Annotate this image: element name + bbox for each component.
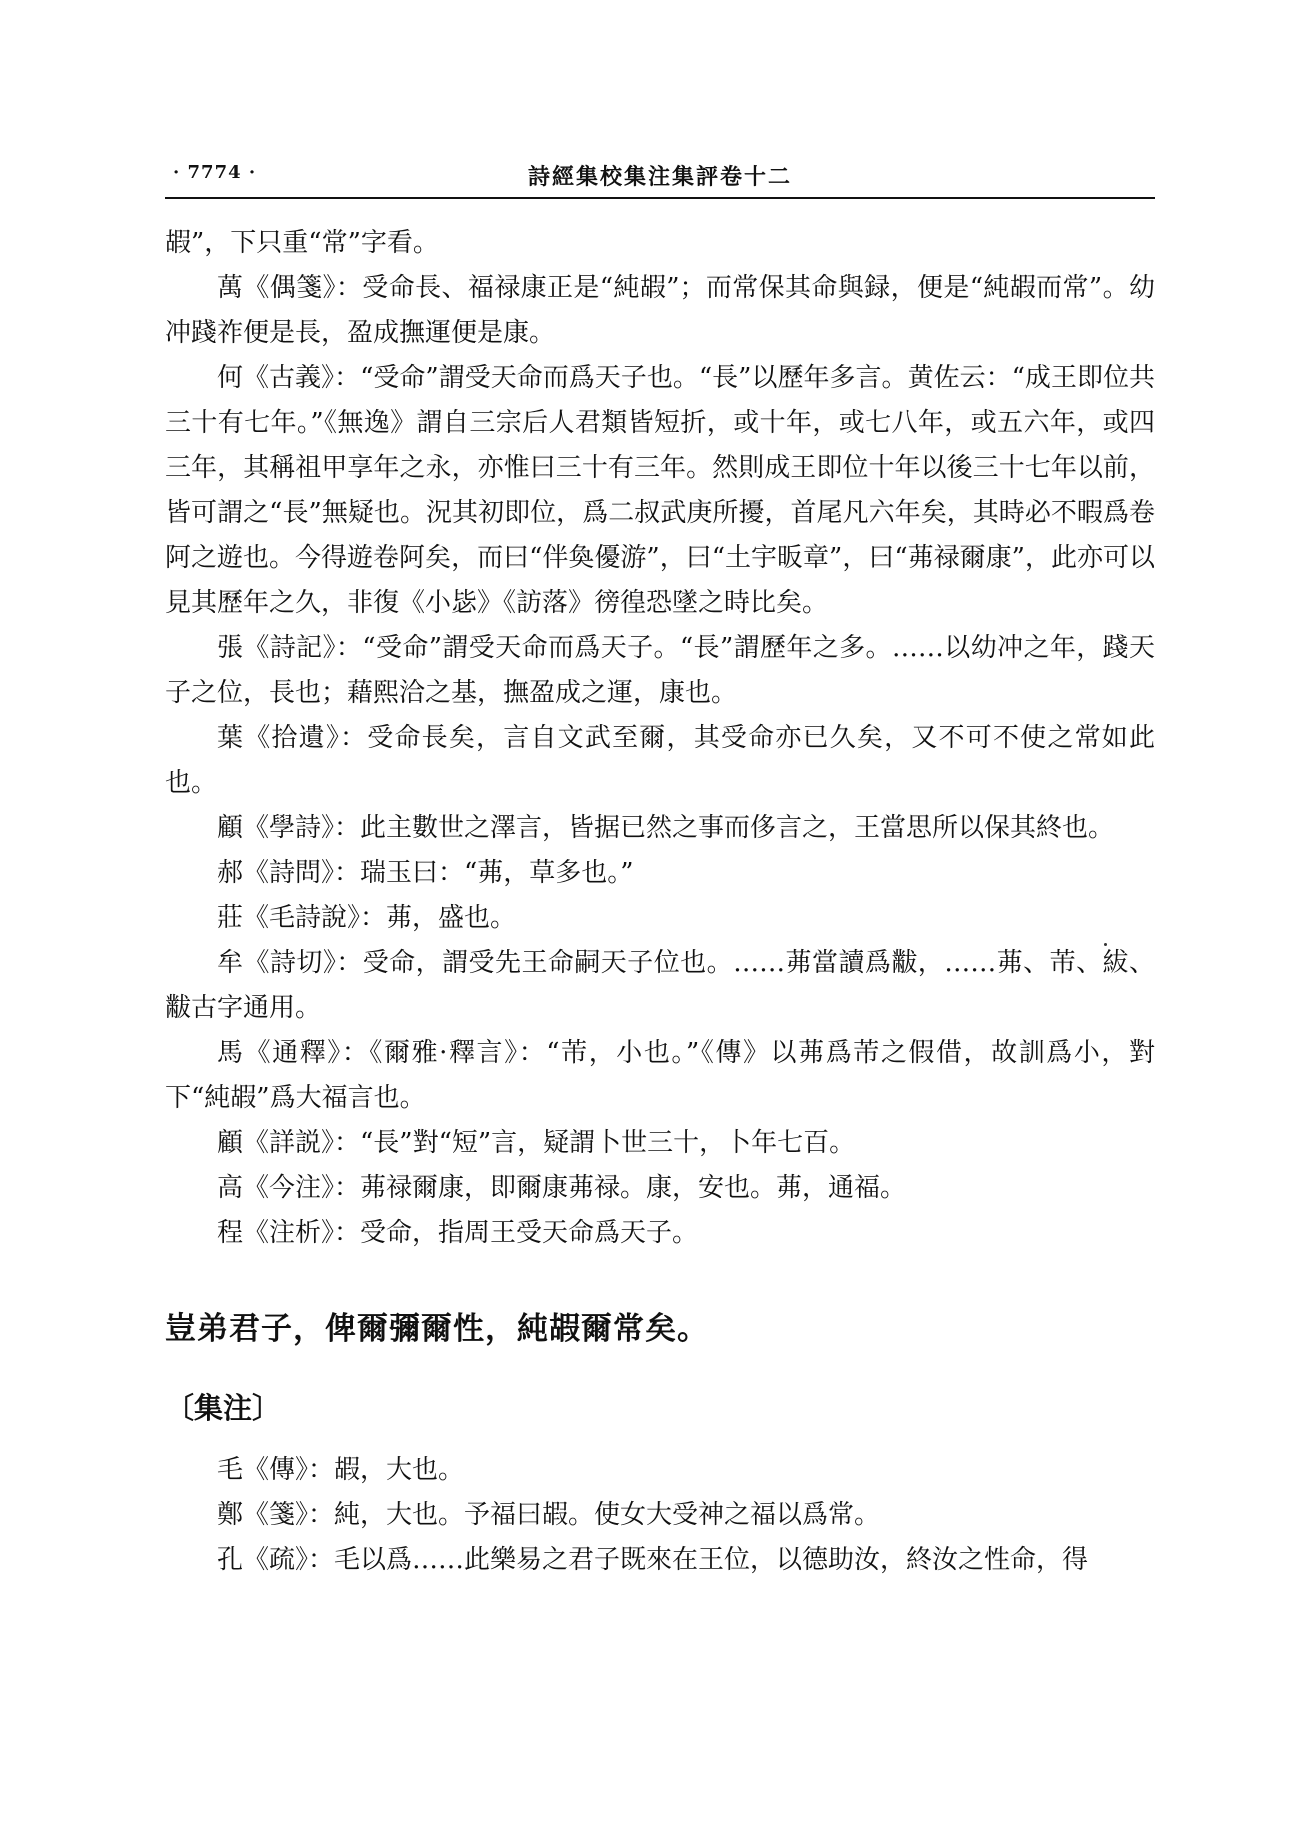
commentary-paragraph: 葉《拾遺》：受命長矣，言自文武至爾，其受命亦已久矣，又不可不使之常如此也。 (165, 723, 1155, 798)
commentary-paragraph: 何《古義》：“受命”謂受天命而爲天子也。“長”以歷年多言。黄佐云：“成王即位共三十有七年。”《無逸》謂自三宗后人君類皆短折，或十年，或七八年，或五六年，或四三年，其稱祖甲享年之永，亦惟曰三十有三年。然則成王即位十年以後三十七年以前，皆可謂之“長”無疑也。況其初即位，爲二叔武庚所擾，首尾凡六年矣，其時必不暇爲卷阿之遊也。今得遊卷阿矣，而曰“伴奐優游”，曰“土宇昄章”，曰“茀禄爾康”，此亦可以見其歷年之久，非復《小毖》《訪落》徬徨恐墜之時比矣。 (165, 363, 1155, 618)
page-header (165, 158, 1155, 194)
commentary-paragraph: 顧《學詩》：此主數世之澤言，皆据已然之事而侈言之，王當思所以保其終也。 (217, 813, 1115, 843)
verse-line: 豈弟君子，俾爾彌爾性，純嘏爾常矣。 (165, 1311, 709, 1347)
commentary-paragraph: 牟《詩切》：受命，謂受先王命嗣天子位也。……茀當讀爲黻，……茀、芾、紱、黻古字通用。 (165, 948, 1155, 1023)
section-heading-collected-notes: 〔集注〕 (165, 1391, 282, 1425)
commentary-paragraph: 顧《詳説》：“長”對“短”言，疑謂卜世三十，卜年七百。 (217, 1128, 856, 1158)
scan-speck (1104, 943, 1107, 946)
note-paragraph: 毛《傳》：嘏，大也。 (217, 1455, 465, 1485)
page-number: · 7774 · (173, 162, 257, 183)
commentary-paragraph: 高《今注》：茀禄爾康，即爾康茀禄。康，安也。茀，通福。 (217, 1173, 907, 1203)
commentary-paragraph: 張《詩記》：“受命”謂受天命而爲天子。“長”謂歷年之多。……以幼冲之年，踐天子之位，長也；藉熙洽之基，撫盈成之運，康也。 (165, 633, 1155, 708)
note-paragraph: 鄭《箋》：純，大也。予福曰嘏。使女大受神之福以爲常。 (217, 1500, 881, 1530)
commentary-paragraph: 程《注析》：受命，指周王受天命爲天子。 (217, 1218, 699, 1248)
commentary-paragraph: 莊《毛詩說》：茀，盛也。 (217, 903, 517, 933)
commentary-paragraph: 郝《詩問》：瑞玉曰：“茀，草多也。” (217, 858, 634, 888)
page-body (165, 221, 1155, 1583)
commentary-paragraph: 萬《偶箋》：受命長、福禄康正是“純嘏”；而常保其命與録，便是“純嘏而常”。幼冲踐祚便是長，盈成撫運便是康。 (165, 273, 1155, 348)
commentary-paragraph: 嘏”，下只重“常”字看。 (165, 228, 439, 258)
running-title: 詩經集校集注集評卷十二 (527, 164, 792, 190)
commentary-section (165, 221, 1155, 1256)
note-paragraph: 孔《疏》：毛以爲……此樂易之君子既來在王位，以德助汝，終汝之性命，得 (217, 1545, 1089, 1575)
commentary-paragraph: 馬《通釋》：《爾雅·釋言》：“芾，小也。”《傳》以茀爲芾之假借，故訓爲小，對下“純嘏”爲大福言也。 (165, 1038, 1155, 1113)
collected-notes-section (165, 1448, 1155, 1583)
header-divider (165, 197, 1155, 199)
